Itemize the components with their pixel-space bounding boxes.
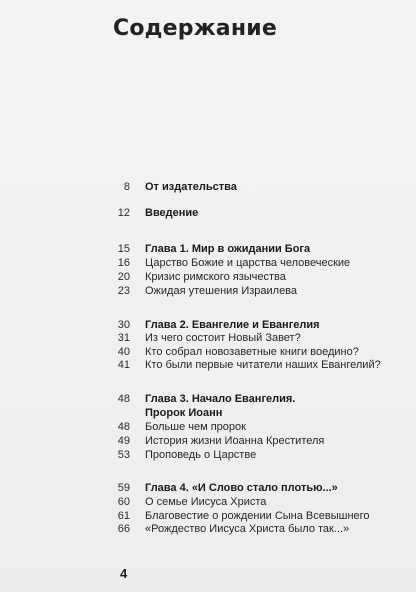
toc-page-number: 23 — [117, 285, 130, 297]
toc-page-number: 31 — [117, 332, 130, 344]
toc-page-number: 16 — [117, 257, 130, 269]
toc-page-number: 53 — [117, 449, 130, 461]
toc-page-number: 30 — [117, 319, 130, 331]
toc-page-number: 48 — [117, 421, 130, 433]
toc-title: Кризис римского язычества — [145, 271, 286, 283]
toc-title: Царство Божие и царства человеческие — [145, 257, 351, 269]
toc-title: Глава 1. Мир в ожидании Бога — [145, 243, 311, 255]
toc-title: Глава 2. Евангелие и Евангелия — [145, 319, 320, 331]
toc-page-number: 20 — [117, 271, 130, 283]
toc-page-number: 61 — [117, 510, 130, 522]
toc-title: Пророк Иоанн — [145, 407, 223, 419]
toc-title: Благовестие о рождении Сына Всевышнего — [145, 510, 370, 522]
toc-page-number: 12 — [117, 207, 130, 219]
toc-title: Глава 3. Начало Евангелия. — [145, 393, 296, 405]
toc-title: Глава 4. «И Слово стало плотью...» — [145, 482, 338, 494]
toc-title: «Рождество Иисуса Христа было так...» — [145, 523, 350, 535]
toc-page-number: 15 — [117, 243, 130, 255]
toc-title: Кто были первые читатели наших Евангелий? — [145, 359, 381, 371]
toc-page-number: 41 — [117, 359, 130, 371]
page-title: Содержание — [113, 16, 277, 41]
page-number: 4 — [120, 566, 128, 581]
toc-page-number: 60 — [117, 496, 130, 508]
toc-title: Кто собрал новозаветные книги воедино? — [145, 346, 359, 358]
toc-title: Введение — [145, 207, 199, 219]
toc-page-number: 49 — [117, 435, 130, 447]
toc-title: Больше чем пророк — [145, 421, 246, 433]
toc-title: История жизни Иоанна Крестителя — [145, 435, 325, 447]
toc-title: Ожидая утешения Израилева — [145, 285, 298, 297]
toc-page-number: 48 — [117, 393, 130, 405]
toc-title: Из чего состоит Новый Завет? — [145, 332, 301, 344]
toc-page-number: 59 — [117, 482, 130, 494]
toc-title: О семье Иисуса Христа — [145, 496, 267, 508]
toc-page-number: 66 — [117, 523, 130, 535]
toc-title: От издательства — [145, 181, 237, 193]
toc-page-number: 40 — [117, 346, 130, 358]
toc-page-number: 8 — [123, 181, 130, 193]
toc-title: Проповедь о Царстве — [145, 449, 257, 461]
